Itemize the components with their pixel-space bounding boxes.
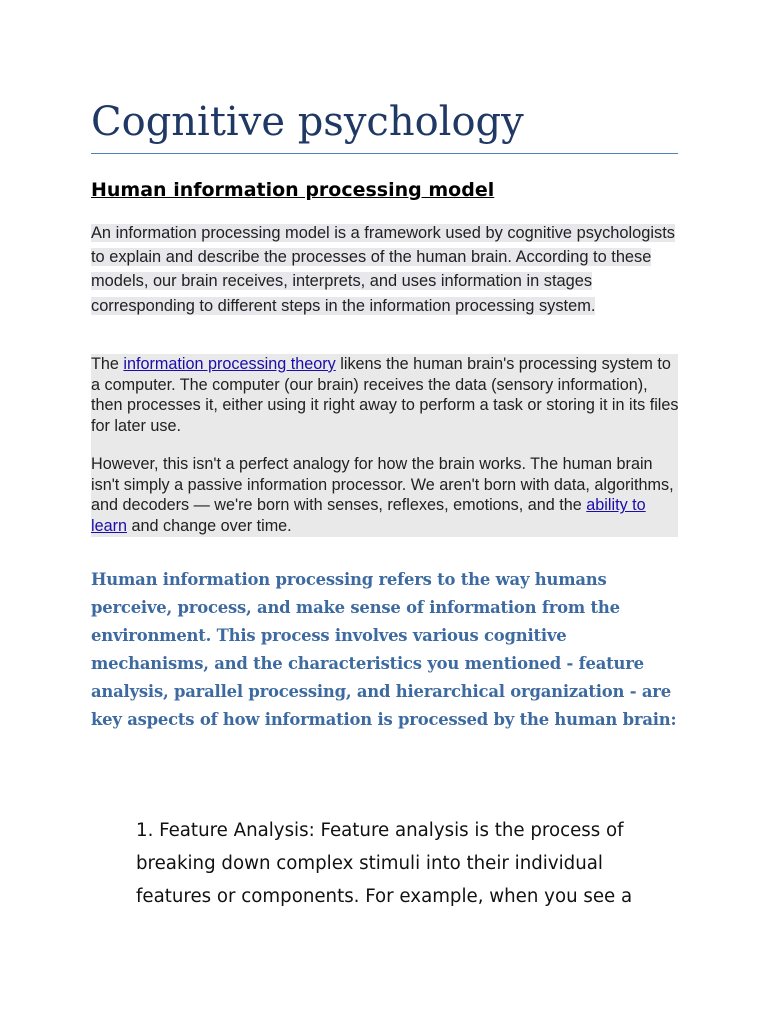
theory-paragraph-rest: likens the human brain's processing system to a computer. The computer (our brain) receives the data (sensory information), then processes it, either using it right away to perform a task or storing it in its files for later use. (91, 355, 679, 435)
ability-to-learn-link[interactable]: ability to learn (91, 496, 646, 535)
section-heading: Human information processing model (91, 179, 495, 201)
analogy-paragraph-lead: However, this isn't a perfect analogy for how the brain works. The human brain isn't simply a passive information processor. We aren't born with data, algorithms, and decoders — we're born with senses, reflexes, emotions, and the (91, 455, 674, 515)
theory-paragraph-lead: The (91, 355, 124, 373)
theory-paragraph (91, 354, 683, 436)
information-processing-theory-link[interactable]: information processing theory (123, 355, 336, 373)
intro-paragraph (91, 221, 681, 318)
list-item-feature-analysis: 1. Feature Analysis: Feature analysis is the process of breaking down complex stimuli into their individual features or components. For example, when you see a (136, 820, 633, 907)
analogy-paragraph (91, 454, 683, 536)
analogy-paragraph-rest: and change over time. (127, 516, 292, 535)
processing-summary-paragraph: Human information processing refers to the way humans perceive, process, and make sense of information from the environment. This process involves various cognitive mechanisms, and the characteristics you mentioned - feature analysis, parallel processing, and hierarchical organization - are key aspects of how information is processed by the human brain: (91, 570, 677, 729)
page-title: Cognitive psychology (91, 99, 524, 145)
intro-paragraph-text: An information processing model is a framework used by cognitive psychologists to explain and describe the processes of the human brain. According to these models, our brain receives, interprets, and uses information in stages corresponding to different steps in the information processing system. (91, 224, 675, 315)
title-underline-rule (91, 153, 678, 154)
